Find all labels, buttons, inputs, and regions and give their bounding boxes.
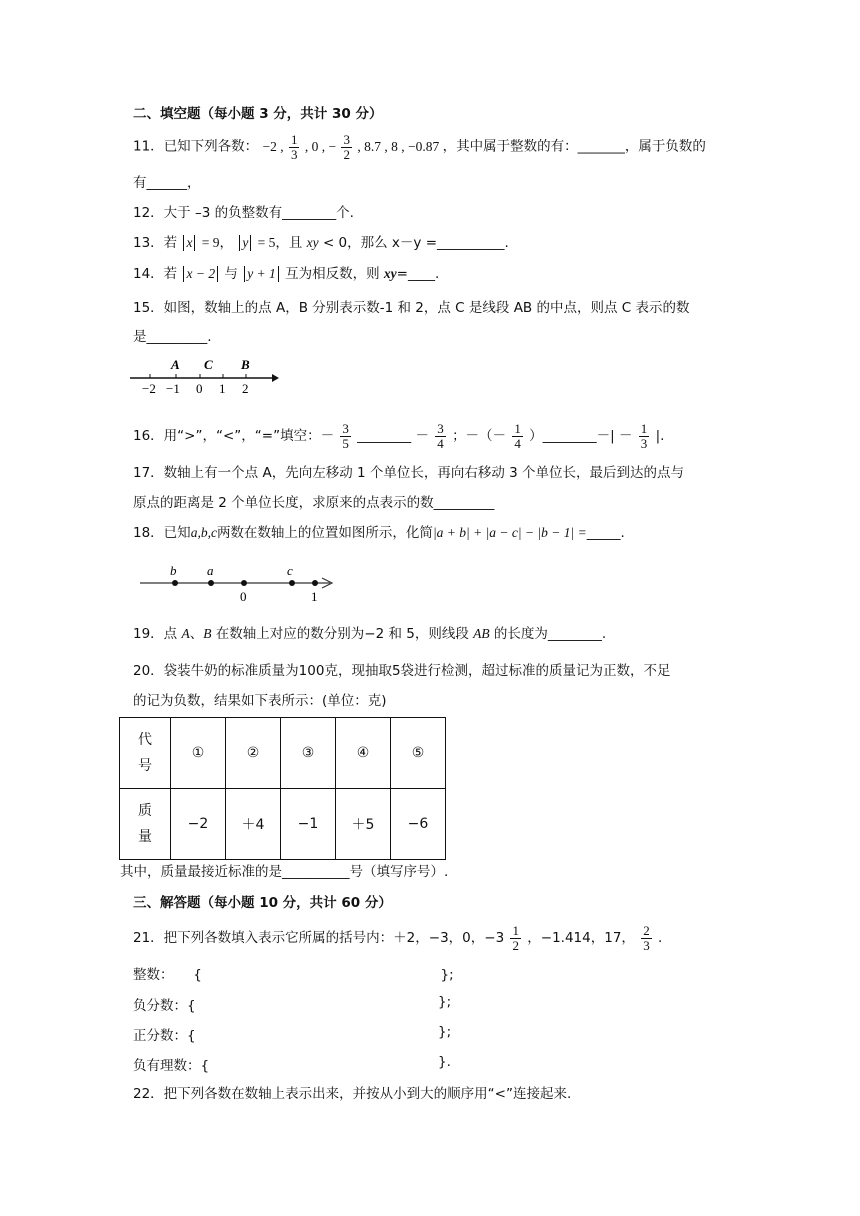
table-cell: ③ <box>281 718 336 789</box>
q11-suffix: ，其中属于整数的有：_______，属于负数的 <box>442 138 706 155</box>
section-title-answer-questions: 三、解答题（每小题 10 分，共计 60 分） <box>133 895 392 911</box>
q11-prefix: 11．已知下列各数： <box>133 138 259 155</box>
fraction: $\frac{1}{2}$ <box>512 922 519 953</box>
fraction: $\frac{3}{4}$ <box>437 420 444 451</box>
point-b <box>172 580 178 586</box>
point-label-b: B <box>241 357 250 372</box>
q11-number-list: −2 , $\frac{1}{3}$ , 0 , − $\frac{3}{2}$ , 8.7 , 8 , −0.87 <box>262 132 440 162</box>
q15-number-line-figure <box>128 356 280 396</box>
table-cell: −1 <box>281 789 336 860</box>
tick-label: −1 <box>166 381 180 396</box>
axis-arrow-icon <box>272 374 279 382</box>
set-row-negative-rationals: 负有理数：{ }. <box>133 1054 451 1074</box>
point-label-c: c <box>287 563 293 578</box>
question-19: 19．点 A、B 在数轴上对应的数分别为−2 和 5，则线段 AB 的长度为________. <box>133 626 607 642</box>
tick-label: 0 <box>196 381 203 396</box>
point-label-a: a <box>207 563 214 578</box>
table-header-cell: 质 量 <box>120 789 171 860</box>
fraction-three-halves: $\frac{3}{2}$ <box>343 132 350 162</box>
milk-weight-table <box>119 717 446 860</box>
table-cell: −6 <box>391 789 446 860</box>
point-one <box>312 580 318 586</box>
question-12: 12．大于 –3 的负整数有________个. <box>133 205 354 221</box>
question-17-line-1: 17．数轴上有一个点 A，先向左移动 1 个单位长，再向右移动 3 个单位长，最后到达的点与 <box>133 465 685 481</box>
question-14: 14．若 x − 2 与 y + 1 互为相反数，则 xy=____. <box>133 266 440 282</box>
question-15-line-2: 是_________. <box>133 329 212 345</box>
question-15-line-1: 15．如图，数轴上的点 A，B 分别表示数-1 和 2，点 C 是线段 AB 的中点，则点 C 表示的数 <box>133 300 690 316</box>
set-row-negative-fractions: 负分数：{ }; <box>133 994 452 1014</box>
question-20-after-table: 其中，质量最接近标准的是__________号（填写序号）. <box>120 864 449 880</box>
table-header-cell: 代 号 <box>120 718 171 789</box>
table-row <box>120 718 446 789</box>
point-zero <box>241 580 247 586</box>
question-16: 16．用“>”，“<”，“=”填空：－ $\frac{3}{5}$ ________ － $\frac{3}{4}$ ；－（－ $\frac{1}{4}$ ）________－| － $\frac{1}{3}$ |. <box>133 420 665 451</box>
tick-label: 0 <box>240 589 247 604</box>
table-cell: ① <box>171 718 226 789</box>
question-11-line-2: 有______， <box>133 175 201 191</box>
table-cell: ⑤ <box>391 718 446 789</box>
tick-label: 2 <box>242 381 249 396</box>
table-cell: ＋4 <box>226 789 281 860</box>
tick-label: −2 <box>142 381 156 396</box>
table-cell: ④ <box>336 718 391 789</box>
question-13: 13．若 x = 9， y = 5，且 xy < 0，那么 x－y =__________. <box>133 235 509 251</box>
fraction: $\frac{3}{5}$ <box>342 420 349 451</box>
question-20-line-2: 的记为负数，结果如下表所示：(单位：克) <box>133 693 387 709</box>
point-label-a: A <box>171 357 180 372</box>
tick-label: 1 <box>219 381 226 396</box>
point-label-c: C <box>204 357 213 372</box>
fraction: $\frac{1}{4}$ <box>514 420 521 451</box>
tick-label: 1 <box>311 589 318 604</box>
fraction: $\frac{1}{3}$ <box>640 420 648 451</box>
table-cell: −2 <box>171 789 226 860</box>
table-cell: ② <box>226 718 281 789</box>
fraction: $\frac{2}{3}$ <box>643 922 650 953</box>
set-row-integers: 整数： { }; <box>133 967 454 983</box>
question-18: 18．已知a,b,c两数在数轴上的位置如图所示，化简|a + b| + |a − c| − |b − 1| =_____. <box>133 525 625 541</box>
question-20-line-1: 20．袋装牛奶的标准质量为100克，现抽取5袋进行检测，超过标准的质量记为正数，不足 <box>133 663 671 679</box>
point-label-b: b <box>170 563 177 578</box>
section-title-fill-blank: 二、填空题（每小题 3 分，共计 30 分） <box>133 106 383 122</box>
q18-number-line-figure <box>140 562 340 606</box>
set-row-positive-fractions: 正分数：{ }; <box>133 1024 452 1044</box>
question-11-line-1 <box>133 133 706 162</box>
point-c <box>289 580 295 586</box>
question-21: 21．把下列各数填入表示它所属的括号内：＋2，−3，0，−3 $\frac{1}{2}$ ，−1.414，17， $\frac{2}{3}$ . <box>133 922 663 953</box>
table-row <box>120 789 446 860</box>
question-22: 22．把下列各数在数轴上表示出来，并按从小到大的顺序用“<”连接起来. <box>133 1086 572 1102</box>
point-a <box>208 580 214 586</box>
fraction-one-third: $\frac{1}{3}$ <box>290 132 298 162</box>
table-cell: ＋5 <box>336 789 391 860</box>
question-17-line-2: 原点的距离是 2 个单位长度，求原来的点表示的数_________ <box>133 495 495 511</box>
